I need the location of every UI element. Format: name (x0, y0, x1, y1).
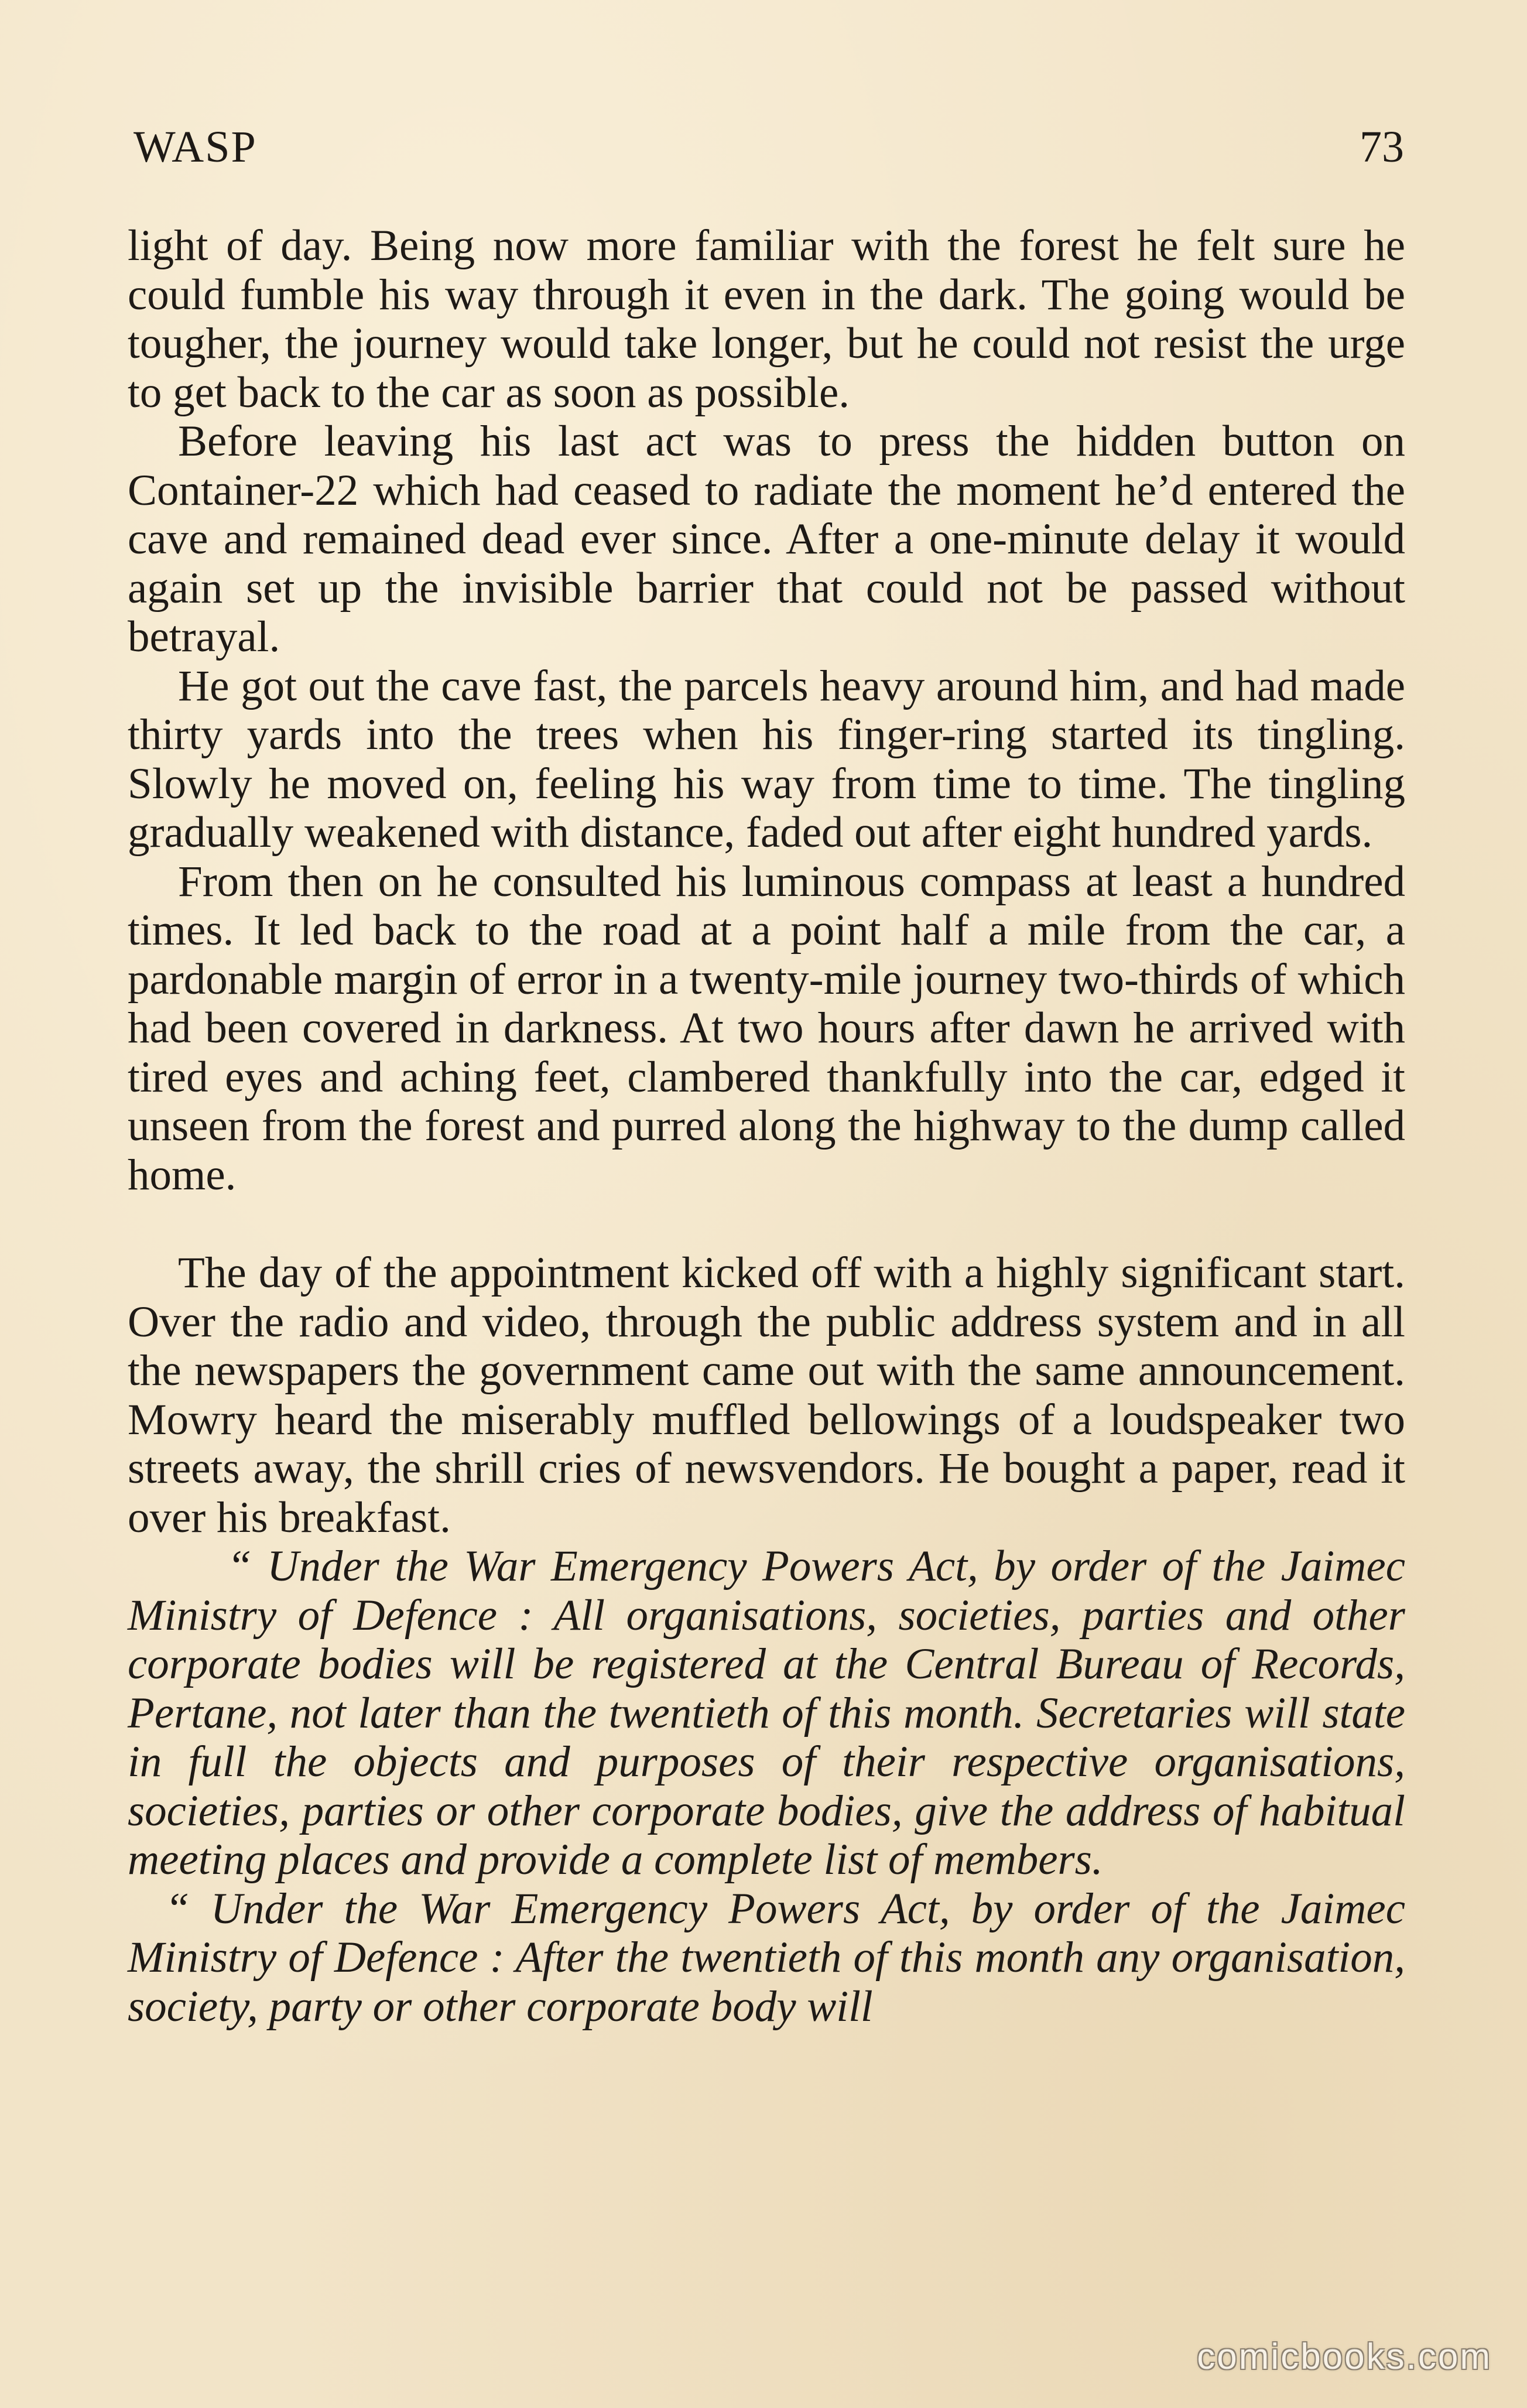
paragraph: From then on he consulted his luminous compass at least a hundred times. It led back to the road at a point half a mile from the car, a pardonable margin of error in a twenty-mile journey two-thirds of which had been covered in darkness. At two hours after dawn he arrived with tired eyes and aching feet, clambered thankfully into the car, edged it unseen from the forest and purred along the highway to the dump called home. (128, 857, 1405, 1199)
quoted-announcement: “ Under the War Emergency Powers Act, by order of the Jaimec Ministry of Defence : After the twentieth of this month any organisation, society, party or other corporate body will (128, 1884, 1405, 2031)
paragraph: The day of the appointment kicked off with a highly significant start. Over the radio and video, through the public address system and in all the newspapers the government came out with the same announcement. Mowry heard the miserably muffled bellowings of a loudspeaker two streets away, the shrill cries of newsvendors. He bought a paper, read it over his breakfast. (128, 1249, 1405, 1542)
watermark-logo: comicbooks.com (1197, 2337, 1492, 2377)
paragraph-continued: light of day. Being now more familiar with the forest he felt sure he could fumble his way through it even in the dark. The going would be tougher, the journey would take longer, but he could not resist the urge to get back to the car as soon as possible. (128, 221, 1405, 417)
section-break (128, 1199, 1405, 1249)
paragraph: Before leaving his last act was to press the hidden button on Container-22 which had ceased to radiate the moment he’d entered the cave and remained dead ever since. After a one-minute delay it would again set up the invisible barrier that could not be passed without betrayal. (128, 417, 1405, 661)
quoted-announcement: “ Under the War Emergency Powers Act, by order of the Jaimec Ministry of Defence : All organisations, societies, parties and other corporate bodies will be registered at the Central Bureau of Records, Pertane, not later than the twentieth of this month. Secretaries will state in full the objects and purposes of their respective organisations, societies, parties or other corporate bodies, give the address of habitual meeting places and provide a complete list of members. (128, 1542, 1405, 1884)
running-title: WASP (133, 122, 257, 172)
paragraph: He got out the cave fast, the parcels heavy around him, and had made thirty yards into the trees when his finger-ring started its tingling. Slowly he moved on, feeling his way from time to time. The tingling gradually weakened with distance, faded out after eight hundred yards. (128, 661, 1405, 857)
body-text (128, 221, 1405, 2031)
running-head (133, 122, 1404, 180)
page-number: 73 (1360, 122, 1404, 172)
